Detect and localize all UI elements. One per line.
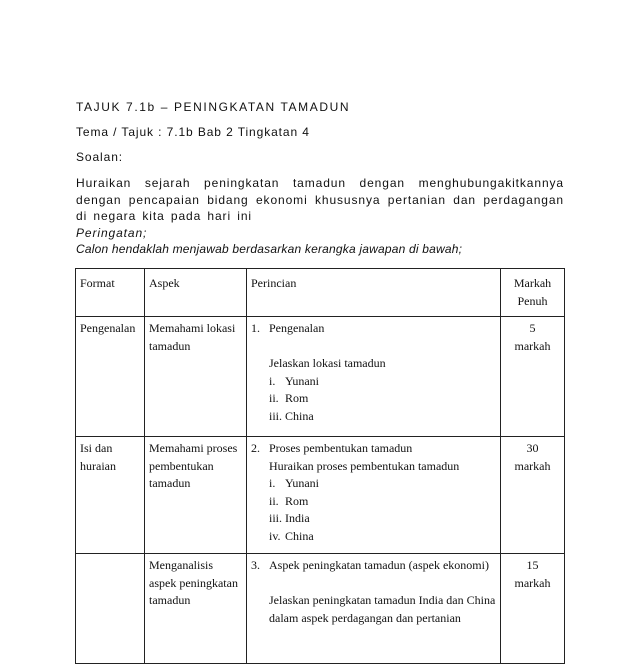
document-title: TAJUK 7.1b – PENINGKATAN TAMADUN (76, 100, 351, 114)
list-item: ii. Rom (269, 391, 309, 405)
header-format: Format (76, 269, 145, 317)
row-format: Isi dan huraian (76, 437, 145, 554)
question-text: Huraikan sejarah peningkatan tamadun dengan menghubungakitkannya dengan pencapaian bidang ekonomi khususnya pertanian dan perdagangan di negara kita pada hari ini (76, 176, 564, 223)
row-perincian (247, 317, 501, 437)
markah-label: markah (514, 338, 551, 353)
row-aspek: Memahami lokasi tamadun (145, 317, 247, 437)
table-row (76, 317, 565, 437)
list-item: iv. China (269, 528, 314, 543)
row-markah (501, 554, 565, 664)
markah-value: 30 (526, 441, 539, 455)
question-label: Soalan: (76, 150, 123, 164)
row-markah (501, 437, 565, 554)
header-perincian: Perincian (247, 269, 501, 317)
list-item: i. Yunani (269, 476, 319, 490)
table-row (76, 437, 565, 554)
item-title: Proses pembentukan tamadun (269, 441, 413, 455)
warning-heading: Peringatan; (76, 226, 148, 240)
row-format: Pengenalan (76, 317, 145, 437)
markah-label: markah (514, 458, 551, 473)
item-number: 3. (251, 558, 260, 572)
table-header-row (76, 269, 565, 317)
list-item: iii. China (269, 408, 314, 423)
list-item: ii. Rom (269, 493, 309, 508)
markah-value: 5 (529, 321, 536, 335)
row-format (76, 554, 145, 664)
item-description: Jelaskan peningkatan tamadun India dan China dalam aspek perdagangan dan pertanian (269, 593, 496, 625)
answer-framework-table (75, 268, 565, 664)
item-number: 2. (251, 441, 260, 455)
list-item: i. Yunani (269, 373, 319, 388)
topic-line: Tema / Tajuk : 7.1b Bab 2 Tingkatan 4 (76, 125, 310, 139)
item-title: Pengenalan (269, 321, 325, 335)
header-markah: Markah Penuh (501, 269, 565, 317)
row-aspek: Memahami proses pembentukan tamadun (145, 437, 247, 554)
markah-label: markah (514, 575, 551, 590)
warning-text: Calon hendaklah menjawab berdasarkan kerangka jawapan di bawah; (76, 242, 463, 256)
list-item: iii. India (269, 511, 310, 525)
markah-value: 15 (526, 558, 539, 572)
item-number: 1. (251, 321, 260, 335)
item-title: Aspek peningkatan tamadun (aspek ekonomi) (269, 558, 489, 572)
row-perincian (247, 437, 501, 554)
row-markah (501, 317, 565, 437)
row-aspek: Menganalisis aspek peningkatan tamadun (145, 554, 247, 664)
item-description: Jelaskan lokasi tamadun (269, 356, 386, 370)
item-description: Huraikan proses pembentukan tamadun (269, 458, 460, 473)
row-perincian (247, 554, 501, 664)
header-aspek: Aspek (145, 269, 247, 317)
table-row (76, 554, 565, 664)
